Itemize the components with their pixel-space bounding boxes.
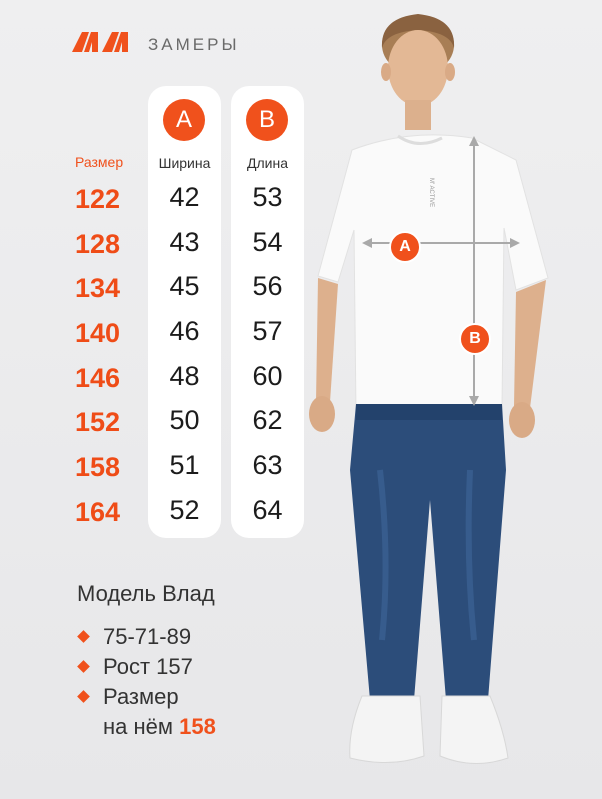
width-value: 50	[169, 405, 200, 436]
width-value: 42	[169, 182, 200, 212]
model-measurements	[77, 622, 216, 652]
width-value: 52	[169, 494, 200, 525]
length-value: 53	[252, 182, 283, 212]
measurement-badge-b: B	[459, 323, 491, 355]
model-size	[77, 682, 216, 742]
page-title: ЗАМЕРЫ	[148, 35, 240, 54]
width-value: 48	[169, 360, 200, 391]
model-size-line2: на нём	[103, 714, 174, 739]
diamond-bullet-icon	[77, 660, 90, 673]
length-value: 64	[252, 494, 283, 525]
length-value: 60	[252, 360, 283, 391]
length-value: 54	[252, 226, 283, 257]
brand-logo	[72, 30, 128, 54]
length-column-header: Длина	[247, 155, 288, 171]
width-column-header: Ширина	[158, 155, 211, 171]
diamond-bullet-icon	[77, 630, 90, 643]
model-size-value: 158	[179, 714, 216, 739]
size-value: 164	[75, 496, 121, 527]
width-value: 51	[169, 450, 200, 481]
size-value: 134	[75, 273, 121, 304]
badge-b: B	[246, 99, 288, 141]
size-value: 140	[75, 318, 121, 349]
length-value: 63	[252, 450, 283, 481]
width-values	[148, 175, 221, 533]
model-height	[77, 652, 216, 682]
size-value: 128	[75, 228, 121, 259]
size-column-header: Размер	[75, 154, 124, 170]
length-value: 62	[252, 405, 283, 436]
width-value: 45	[169, 271, 200, 302]
badge-a: A	[163, 99, 205, 141]
model-height-text: Рост 157	[103, 654, 193, 679]
svg-text:M' ACTIVE: M' ACTIVE	[428, 178, 434, 208]
size-list	[75, 177, 120, 535]
size-value: 158	[75, 452, 121, 483]
size-value: 152	[75, 407, 121, 438]
width-value: 43	[169, 226, 200, 257]
diamond-bullet-icon	[77, 690, 90, 703]
model-photo	[290, 0, 602, 799]
size-value: 146	[75, 362, 121, 393]
size-value: 122	[75, 184, 121, 214]
model-measurements-text: 75-71-89	[103, 624, 192, 649]
length-value: 56	[252, 271, 283, 302]
length-value: 57	[252, 316, 283, 347]
model-name: Модель Влад	[77, 581, 215, 606]
model-size-line1: Размер	[103, 684, 179, 709]
model-parameters	[77, 622, 216, 742]
measurement-badge-a: A	[389, 231, 421, 263]
width-value: 46	[169, 316, 200, 347]
width-column	[148, 86, 221, 538]
